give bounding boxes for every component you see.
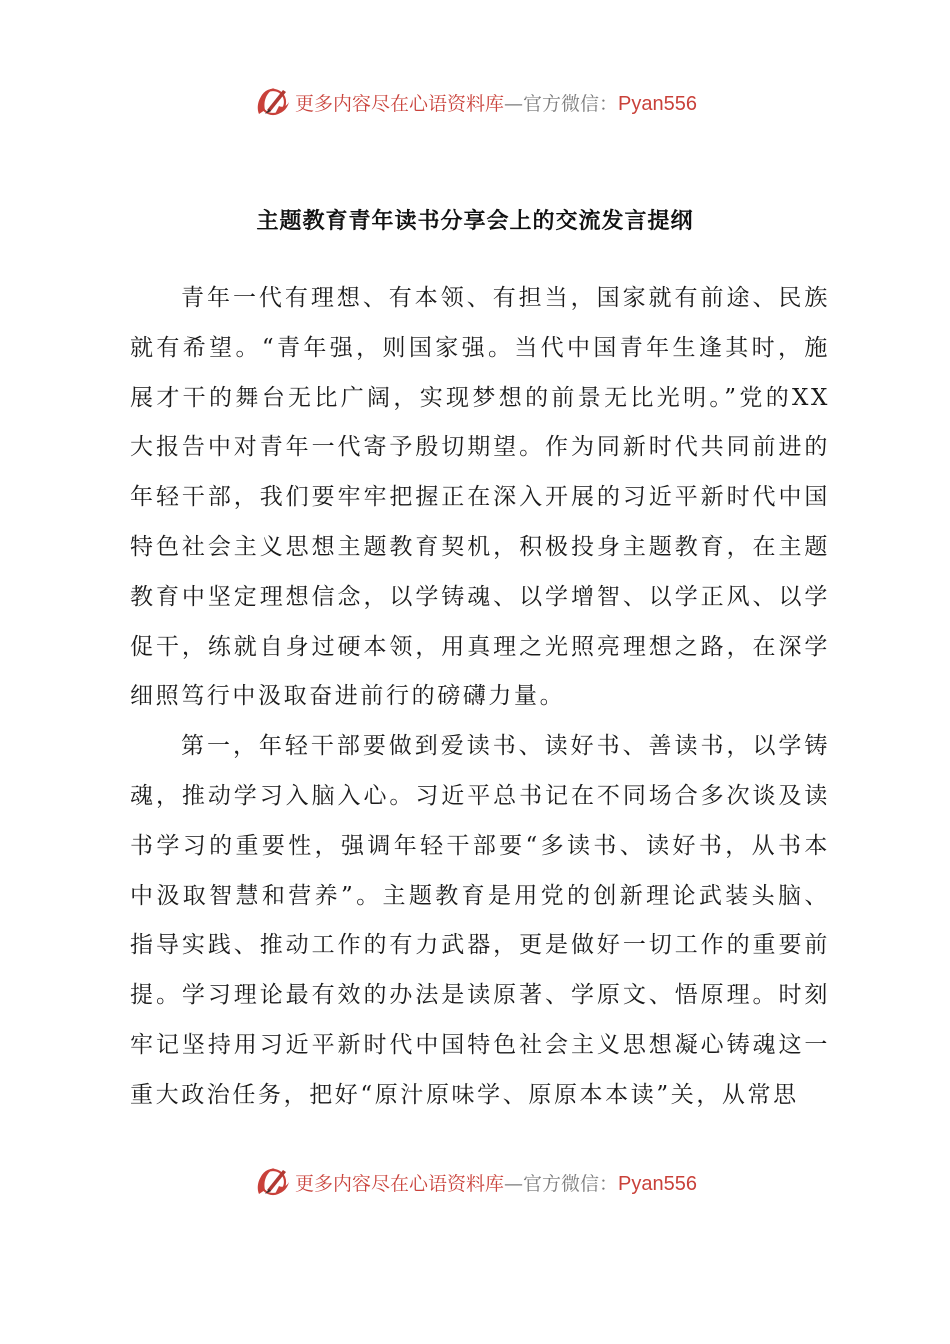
banner-wechat-label: —官方微信： (504, 1172, 619, 1195)
banner-site-name: 更多内容尽在心语资料库 (295, 92, 505, 115)
banner-text (295, 89, 697, 116)
banner-wechat-id: Pyan556 (618, 92, 697, 115)
header-banner (0, 82, 950, 122)
paragraph-2: 第一，年轻干部要做到爱读书、读好书、善读书，以学铸魂，推动学习入脑入心。习近平总书记在不同场合多次谈及读书学习的重要性，强调年轻干部要“多读书、读好书，从书本中汲取智慧和营养”。主题教育是用党的创新理论武装头脑、指导实践、推动工作的有力武器，更是做好一切工作的重要前提。学习理论最有效的办法是读原著、学原文、悟原理。时刻牢记坚持用习近平新时代中国特色社会主义思想凝心铸魂这一重大政治任务，把好“原汁原味学、原原本本读”关，从常思 (130, 733, 830, 1108)
quill-pen-logo-icon (253, 84, 293, 120)
document-title: 主题教育青年读书分享会上的交流发言提纲 (256, 209, 694, 234)
footer-banner (0, 1162, 950, 1202)
banner-wechat-id: Pyan556 (618, 1172, 697, 1195)
document-body (130, 274, 830, 1121)
banner-wechat-label: —官方微信： (504, 92, 619, 115)
quill-pen-logo-icon (253, 1164, 293, 1200)
paragraph-1: 青年一代有理想、有本领、有担当，国家就有前途、民族就有希望。“青年强，则国家强。当代中国青年生逢其时，施展才干的舞台无比广阔，实现梦想的前景无比光明。”党的XX大报告中对青年一代寄予殷切期望。作为同新时代共同前进的年轻干部，我们要牢牢把握正在深入开展的习近平新时代中国特色社会主义思想主题教育契机，积极投身主题教育，在主题教育中坚定理想信念，以学铸魂、以学增智、以学正风、以学促干，练就自身过硬本领，用真理之光照亮理想之路，在深学细照笃行中汲取奋进前行的磅礴力量。 (130, 285, 830, 710)
banner-site-name: 更多内容尽在心语资料库 (295, 1172, 505, 1195)
banner-text (295, 1169, 697, 1196)
